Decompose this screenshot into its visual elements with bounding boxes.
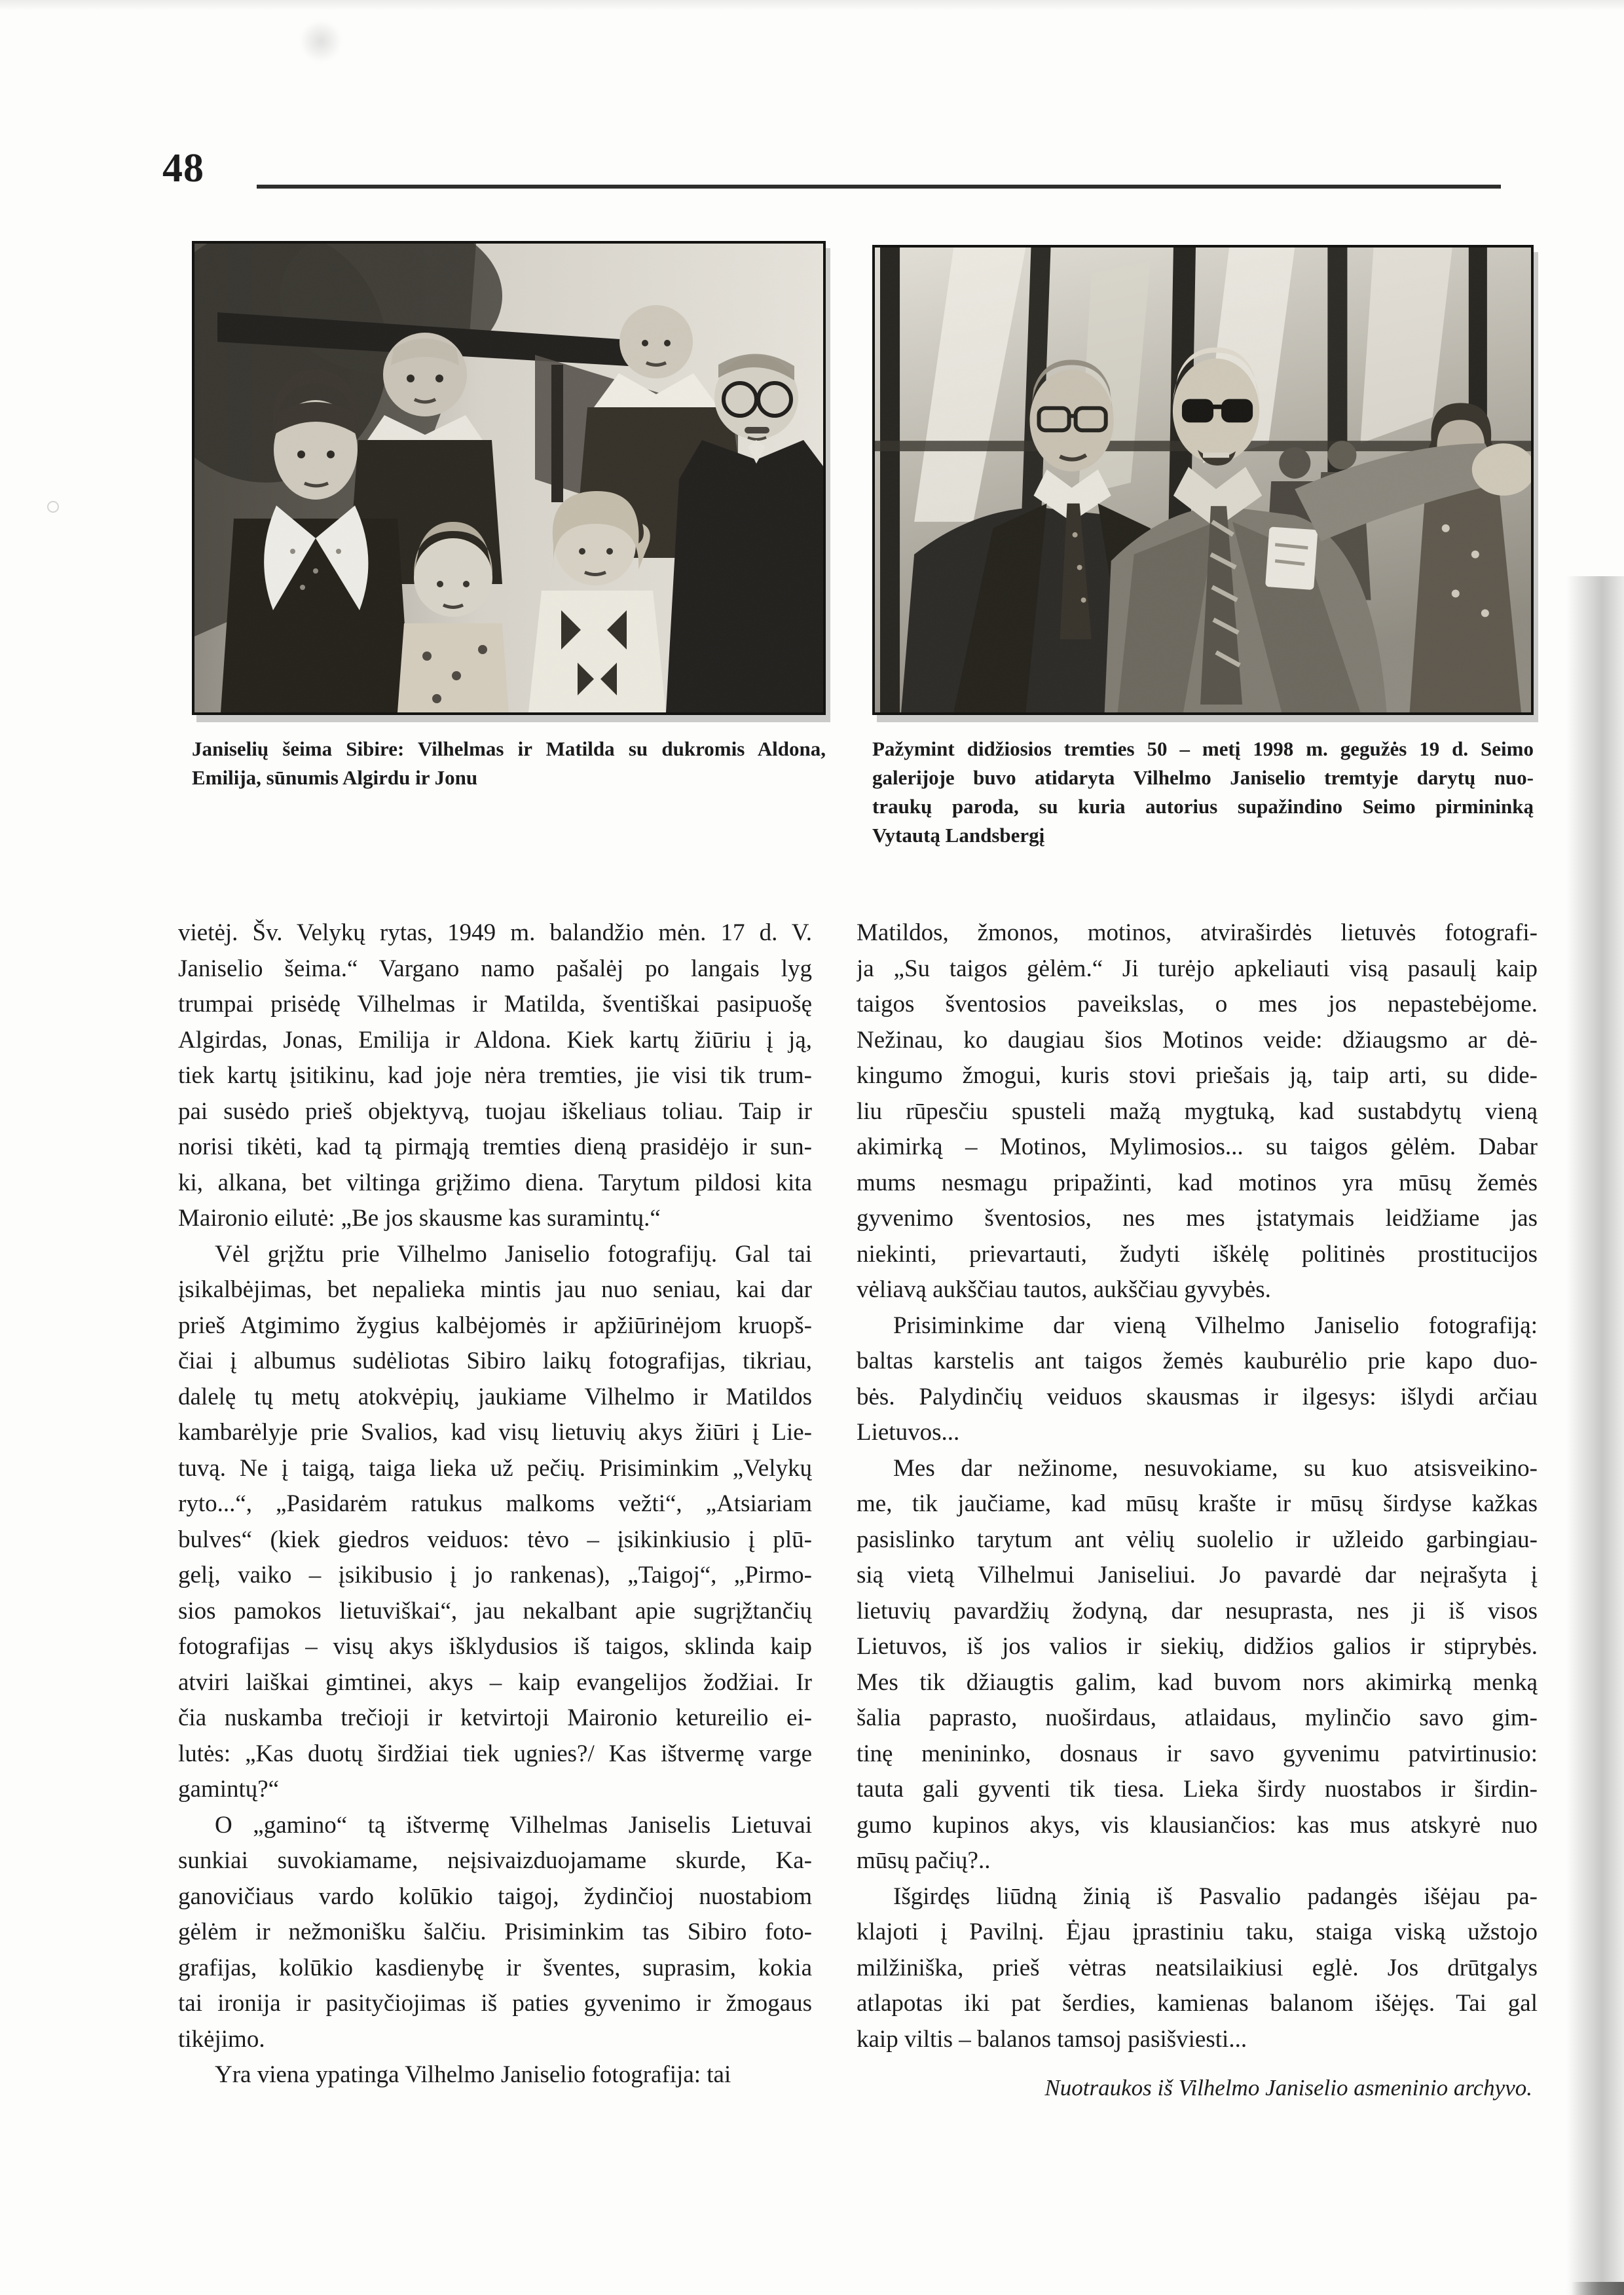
body-text-line: atlapotas iki pat šerdies, kamienas balanom išėjęs. Tai gal bbox=[857, 1990, 1538, 2017]
body-text-line: įsikalbėjimas, bet nepalieka mintis jau nuo seniau, kai dar bbox=[178, 1276, 812, 1303]
text-column-left bbox=[178, 915, 812, 2093]
body-text-line: fotografijas – visų akys išklydusios iš taigos, sklinda kaip bbox=[178, 1633, 812, 1660]
photo-credit: Nuotraukos iš Vilhelmo Janiselio asmeninio archyvo. bbox=[1044, 2075, 1532, 2101]
body-text-line: prieš Atgimimo žygius kalbėjomės ir apžiūrinėjom kruopš- bbox=[178, 1312, 812, 1339]
body-text-line: bės. Palydinčių veiduos skausmas ir ilgesys: išlydi arčiau bbox=[857, 1383, 1538, 1410]
body-text-line: Išgirdęs liūdną žinią iš Pasvalio padangės išėjau pa- bbox=[893, 1882, 1538, 1910]
family-photo-sibir bbox=[192, 241, 826, 715]
body-text-line: Mes dar nežinome, nesuvokiame, su kuo atsisveikino- bbox=[893, 1454, 1538, 1482]
body-text-line: niekinti, prievartauti, žudyti iškėlę politinės prostitucijos bbox=[857, 1240, 1538, 1268]
seimas-gallery-photo bbox=[872, 245, 1534, 715]
body-text-line: ganovičiaus vardo kolūkio taigoj, žydinčioj nuostabiom bbox=[178, 1882, 812, 1910]
body-text-line: grafijas, kolūkio kasdienybę ir šventes, suprasim, kokia bbox=[178, 1954, 812, 1981]
body-text-line: sunkiai suvokiamame, neįsivaizduojamame skurde, Ka- bbox=[178, 1847, 812, 1874]
body-text-line: Maironio eilutė: „Be jos skausme kas suramintų.“ bbox=[178, 1205, 661, 1232]
family-photo-illustration bbox=[194, 244, 823, 712]
scan-artifact-corner bbox=[1572, 2282, 1624, 2295]
body-text-line: Lietuvos... bbox=[857, 1419, 960, 1446]
body-text-line: Yra viena ypatinga Vilhelmo Janiselio fotografija: tai bbox=[215, 2061, 731, 2088]
body-text-line: akimirką – Motinos, Mylimosios... su taigos gėlėm. Dabar bbox=[857, 1133, 1538, 1160]
body-text-line: vietėj. Šv. Velykų rytas, 1949 m. balandžio mėn. 17 d. V. bbox=[178, 919, 812, 946]
body-text-line: gamintų?“ bbox=[178, 1776, 280, 1803]
caption-line: galerijoje buvo atidaryta Vilhelmo Janiselio tremtyje darytų nuo- bbox=[872, 766, 1534, 789]
body-text-line: gėlėm ir nežmonišku šalčiu. Prisiminkim tas Sibiro foto- bbox=[178, 1919, 812, 1945]
body-text-line: trumpai prisėdę Vilhelmas ir Matilda, šventiškai pasipuošę bbox=[178, 991, 812, 1018]
text-column-right bbox=[857, 915, 1538, 2106]
caption-line: traukų paroda, su kuria autorius supažindino Seimo pirmininką bbox=[872, 795, 1534, 818]
body-text-line: Mes tik džiaugtis galim, kad buvom nors akimirką menką bbox=[857, 1668, 1538, 1696]
body-text-line: bulves“ (kiek giedros veiduos: tėvo – įsikinkiusio į plū- bbox=[178, 1526, 812, 1553]
body-text-line: lutės: „Kas duotų širdžiai tiek ugnies?/ Kas ištvermę varge bbox=[178, 1740, 812, 1767]
scan-artifact-right-band bbox=[1566, 576, 1624, 2295]
body-text-line: gumo kupinos akys, vis klausiančios: kas mus atskyrė nuo bbox=[857, 1811, 1538, 1839]
header-rule bbox=[257, 185, 1501, 189]
body-text-line: tai ironija ir pasityčiojimas iš paties gyvenimo ir žmogaus bbox=[178, 1990, 812, 2017]
body-text-line: klajoti į Pavilnį. Ėjau įprastiniu taku, staiga viską užstojo bbox=[857, 1919, 1538, 1945]
body-text-line: pasislinko tarytum ant vėlių suolelio ir užleido garbingiau- bbox=[857, 1526, 1538, 1553]
body-text-line: čiai į albumus sudėliotas Sibiro laikų fotografijas, tikriau, bbox=[178, 1348, 812, 1374]
caption-line: Emilija, sūnumis Algirdu ir Jonu bbox=[192, 766, 478, 789]
body-text-line: vėliavą aukščiau tautos, aukščiau gyvybės. bbox=[857, 1276, 1271, 1303]
body-text-line: ja „Su taigos gėlėm.“ Ji turėjo apkeliauti visą pasaulį kaip bbox=[857, 955, 1538, 982]
body-text-line: Matildos, žmonos, motinos, atviraširdės lietuvės fotografi- bbox=[857, 919, 1538, 946]
body-text-line: lietuvių pavardžių žodyną, dar nesuprasta, nes ji iš visos bbox=[857, 1597, 1538, 1625]
body-text-line: Janiselio šeima.“ Vargano namo pašalėj po langais lyg bbox=[178, 955, 812, 982]
body-text-line: mūsų pačių?.. bbox=[857, 1847, 991, 1874]
caption-line: Janiselių šeima Sibire: Vilhelmas ir Matilda su dukromis Aldona, bbox=[192, 737, 826, 760]
body-text-line: šalia paprasto, nuoširdaus, atlaidaus, mylinčio savo gim- bbox=[857, 1704, 1538, 1731]
body-text-line: tikėjimo. bbox=[178, 2025, 265, 2053]
body-text-line: taigos šventosios paveikslas, o mes jos nepastebėjome. bbox=[857, 991, 1538, 1018]
body-text-line: ryto...“, „Pasidarėm ratukus malkoms vežti“, „Atsiariam bbox=[178, 1490, 812, 1517]
body-text-line: kingumo žmogui, kuris stovi priešais ją, taip arti, su dide- bbox=[857, 1062, 1538, 1089]
body-text-line: atviri laiškai gimtinei, akys – kaip evangelijos žodžiai. Ir bbox=[178, 1668, 812, 1696]
body-text-line: gyvenimo šventosios, nes mes įstatymais leidžiame jas bbox=[857, 1205, 1538, 1232]
page-number: 48 bbox=[162, 146, 204, 191]
body-text-line: liu rūpesčiu spusteli mažą mygtuką, kad sustabdytų vieną bbox=[857, 1097, 1538, 1125]
body-text-line: gelį, vaiko – įsikibusio į jo rankenas), „Taigoj“, „Pirmo- bbox=[178, 1562, 812, 1588]
body-text-line: tiek kartų įsitikinu, kad joje nėra tremties, jie visi tik trum- bbox=[178, 1062, 812, 1089]
body-text-line: tinę menininko, dosnaus ir savo gyvenimu patvirtinusio: bbox=[857, 1740, 1538, 1767]
body-text-line: sios pamokos lietuviškai“, jau nekalbant apie sugrįžtančių bbox=[178, 1597, 812, 1625]
body-text-line: baltas karstelis ant taigos žemės kauburėlio prie kapo duo- bbox=[857, 1348, 1538, 1374]
caption-line: Pažymint didžiosios tremties 50 – metį 1998 m. gegužės 19 d. Seimo bbox=[872, 737, 1534, 760]
scan-artifact-smudge bbox=[298, 18, 344, 64]
body-text-line: sią vietą Vilhelmui Janiseliui. Jo pavardė dar neįrašyta į bbox=[857, 1562, 1538, 1588]
body-text-line: Lietuvos, iš jos valios ir siekių, didžios galios ir stiprybės. bbox=[857, 1633, 1538, 1660]
body-text-line: Prisiminkime dar vieną Vilhelmo Janiselio fotografiją: bbox=[893, 1312, 1538, 1339]
body-text-line: kaip viltis – balanos tamsoj pasišviesti... bbox=[857, 2025, 1247, 2053]
body-text-line: čia nuskamba trečioji ir ketvirtoji Maironio ketureilio ei- bbox=[178, 1704, 812, 1731]
body-text-line: pai susėdo prieš objektyvą, tuojau iškeliaus toliau. Taip ir bbox=[178, 1097, 812, 1125]
body-text-line: me, tik jaučiame, kad mūsų krašte ir mūsų širdyse kažkas bbox=[857, 1490, 1538, 1517]
body-text-line: tauta gali gyventi tik tiesa. Lieka širdy nuostabos ir širdin- bbox=[857, 1776, 1538, 1803]
scan-artifact-margin-mark bbox=[47, 501, 59, 513]
body-text-line: norisi tikėti, kad tą pirmąją tremties dieną prasidėjo ir sun- bbox=[178, 1133, 812, 1160]
body-text-line: Nežinau, ko daugiau šios Motinos veide: džiaugsmo ar dė- bbox=[857, 1026, 1538, 1054]
body-text-line: milžiniška, prieš vėtras neatsilaikiusi eglė. Jos drūtgalys bbox=[857, 1954, 1538, 1981]
seimas-photo-illustration bbox=[875, 248, 1531, 712]
body-text-line: mums nesmagu pripažinti, kad motinos yra mūsų žemės bbox=[857, 1169, 1538, 1196]
body-text-line: tuvą. Ne į taigą, taiga lieka už pečių. Prisiminkim „Velykų bbox=[178, 1454, 812, 1482]
caption-line: Vytautą Landsbergį bbox=[872, 824, 1045, 847]
body-text-line: ki, alkana, bet viltinga grįžimo diena. Tarytum pildosi kita bbox=[178, 1169, 812, 1196]
body-text-line: Vėl grįžtu prie Vilhelmo Janiselio fotografijų. Gal tai bbox=[215, 1240, 812, 1268]
photo-caption-left bbox=[192, 735, 826, 792]
scan-artifact-top bbox=[0, 0, 1624, 10]
body-text-line: Algirdas, Jonas, Emilija ir Aldona. Kiek kartų žiūriu į ją, bbox=[178, 1026, 812, 1054]
body-text-line: dalelę tų metų atokvėpių, jaukiame Vilhelmo ir Matildos bbox=[178, 1383, 812, 1410]
body-text-line: O „gamino“ tą ištvermę Vilhelmas Janiselis Lietuvai bbox=[215, 1811, 812, 1839]
body-text-line: kambarėlyje prie Svalios, kad visų lietuvių akys žiūri į Lie- bbox=[178, 1419, 812, 1446]
photo-caption-right bbox=[872, 735, 1534, 850]
